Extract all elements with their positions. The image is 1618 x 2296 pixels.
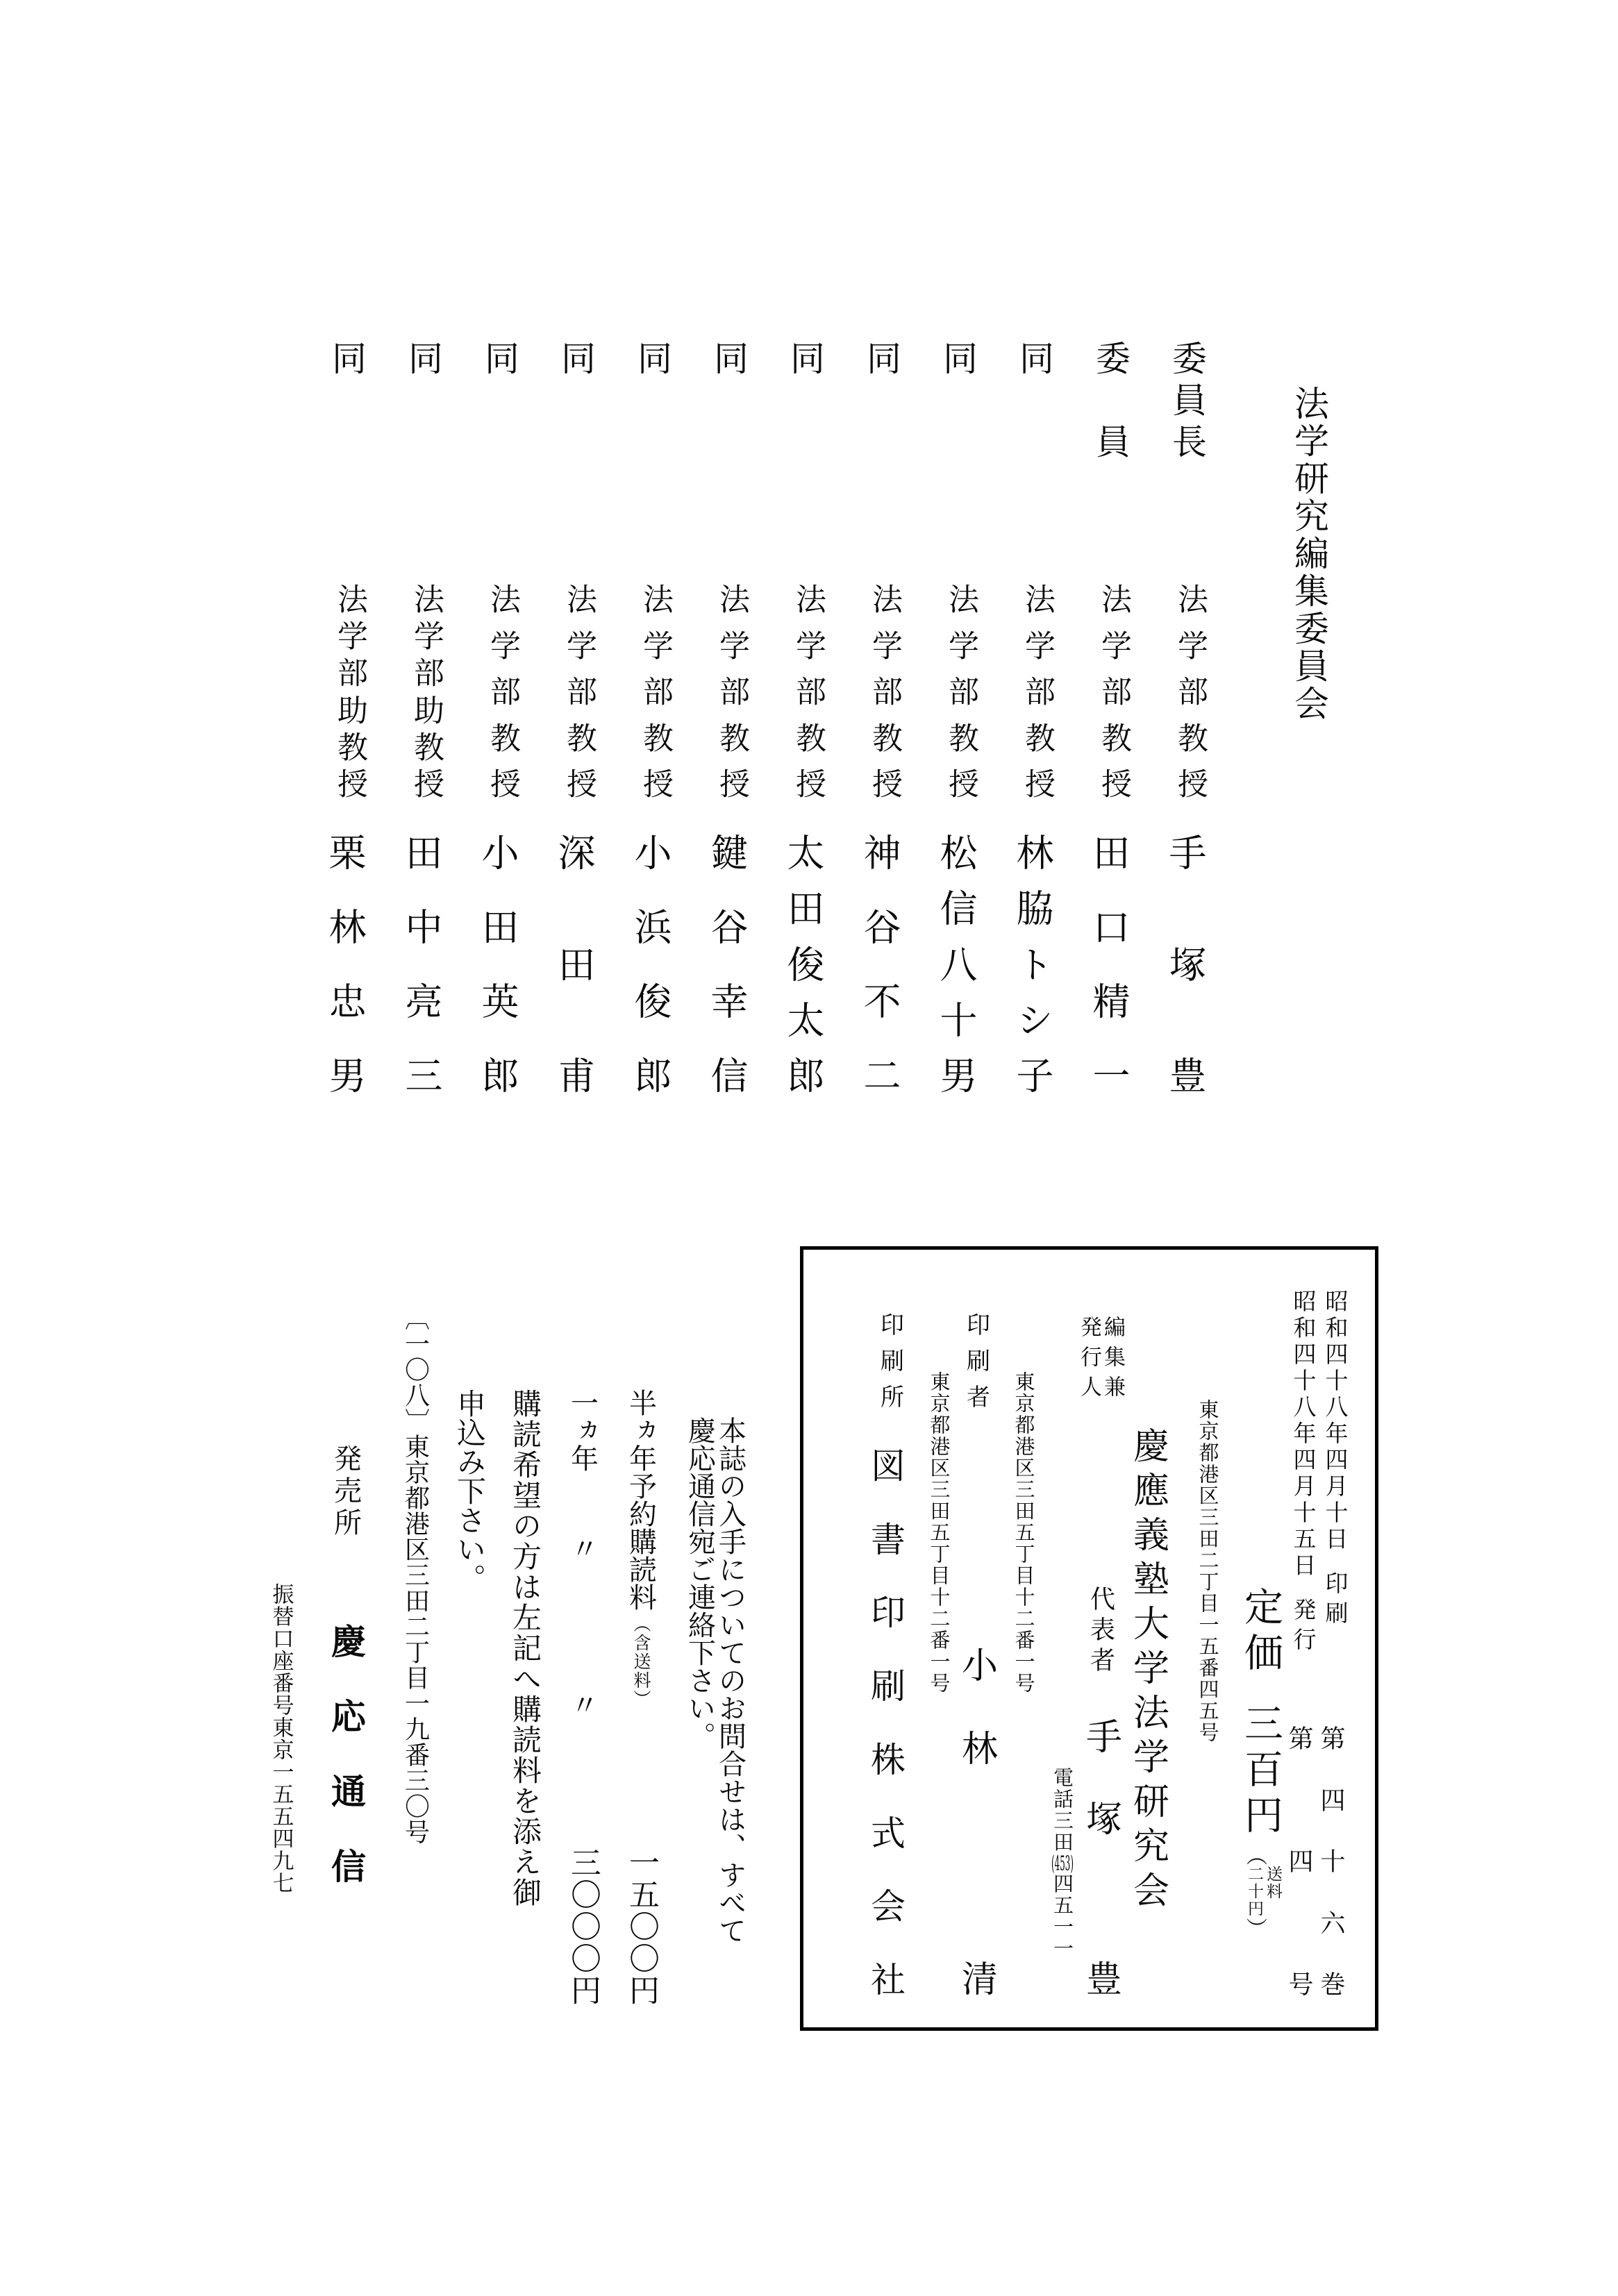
- phone-column: [1052, 1281, 1074, 1996]
- printed-date-column: [1317, 1281, 1349, 1996]
- member-title: 法 学 部 教 授: [790, 583, 826, 798]
- price-column: [1239, 1281, 1282, 1996]
- member-role: 同: [937, 340, 978, 375]
- label-publisher: 発行人: [1076, 1316, 1101, 1405]
- committee-member-row: [1087, 326, 1135, 1093]
- seller-postal-code: 〔一〇八〕: [401, 1305, 430, 1434]
- member-name: 太 田 俊 太 郎: [781, 833, 825, 1093]
- printer-family-name: 小林: [955, 1646, 997, 1813]
- half-year-price: 一五〇〇円: [624, 1847, 659, 2006]
- printer-person-label: 印刷者: [962, 1312, 990, 1421]
- member-title: 法 学 部 教 授: [485, 583, 520, 798]
- representative-family-name: 手塚: [1079, 1718, 1121, 1882]
- member-name: 神 谷 不 二: [858, 833, 901, 1093]
- member-name: 小 田 英 郎: [476, 833, 519, 1093]
- representative-given-name: 豊: [1079, 1960, 1121, 1996]
- member-name: 松 信 八 十 男: [934, 833, 978, 1093]
- inquiry-line-1: [715, 1305, 746, 2006]
- committee-member-row: [1163, 326, 1212, 1093]
- paren-close: ）: [1242, 1918, 1267, 1938]
- publisher-organization-column: [1128, 1281, 1168, 1996]
- committee-member-row: [552, 326, 601, 1093]
- printed-label: 印刷: [1321, 1571, 1349, 1631]
- member-name: 深 田 甫: [552, 833, 596, 1093]
- phone-number: [1049, 1767, 1077, 1959]
- member-title: 法 学 部 助 教 授: [408, 583, 444, 798]
- member-role: 同: [861, 340, 901, 375]
- published-label: 発行: [1290, 1598, 1317, 1657]
- member-role: 同: [708, 340, 749, 375]
- member-role: 同: [326, 340, 367, 375]
- apply-line-2: [454, 1305, 485, 2006]
- member-role: 同: [556, 340, 596, 375]
- inquiry-text-1: 本誌の入手についてのお問合せは、すべて: [714, 1416, 747, 1944]
- printer-company-label: 印刷所: [876, 1312, 904, 1421]
- member-name: 田 中 亮 三: [399, 833, 443, 1093]
- committee-member-row: [628, 326, 677, 1093]
- printer-company-address-column: [928, 1281, 951, 1996]
- member-title: 法 学 部 教 授: [1172, 583, 1208, 798]
- postage-included-note: （含送料）: [631, 1615, 651, 1709]
- phone-prefix: 電話三田: [1051, 1767, 1074, 1853]
- committee-title: 法学研究編集委員会: [1289, 385, 1329, 723]
- editor-publisher-column: [1076, 1281, 1125, 1996]
- apply-line-1: [510, 1305, 540, 2006]
- postage-note: [1239, 1845, 1282, 1938]
- seller-column: [326, 1305, 365, 2006]
- printer-person-address-column: [1013, 1281, 1035, 1996]
- ditto-mark: 〃: [566, 1534, 599, 1562]
- printer-company-name: 図 書 印 刷 株 式 会 社: [865, 1448, 906, 1996]
- member-name: 手 塚 豊: [1163, 833, 1207, 1093]
- one-year-rate-column: [567, 1305, 599, 2006]
- member-role: 同: [632, 340, 672, 375]
- transfer-account: 振替口座番号東京一五五四九七: [268, 1583, 294, 1894]
- publisher-address-column: [1197, 1281, 1219, 1996]
- seller-name: 慶応通信: [326, 1623, 367, 1923]
- committee-member-row: [476, 326, 524, 1093]
- label-editor: 編集兼: [1100, 1316, 1125, 1405]
- one-year-price: 三〇〇〇円: [565, 1847, 601, 2006]
- postage-amount: 二十円: [1245, 1866, 1263, 1918]
- committee-title-column: [1288, 326, 1330, 1093]
- editorial-committee-section: [292, 326, 1330, 1093]
- price-label: 定価: [1238, 1586, 1283, 1678]
- member-name: 田 口 精 一: [1087, 833, 1131, 1093]
- member-title: 法 学 部 教 授: [714, 583, 749, 798]
- inquiry-text-2: 慶応通信宛ご連絡下さい。: [683, 1416, 716, 1750]
- printer-person-address: 東京都港区三田五丁目十二番一号: [1012, 1371, 1036, 1694]
- apply-text-1: 購読希望の方は左記へ購読料を添え御: [508, 1389, 542, 1908]
- committee-member-row: [781, 326, 830, 1093]
- postage-note-columns: [1244, 1866, 1282, 1918]
- seller-label: 発売所: [329, 1444, 362, 1540]
- printer-person-column: [955, 1281, 997, 1996]
- printer-company-address: 東京都港区三田五丁目十二番一号: [927, 1371, 951, 1694]
- published-date-column: [1285, 1281, 1317, 1996]
- member-role: 同: [479, 340, 519, 375]
- member-role: 同: [403, 340, 443, 375]
- ditto-mark: 〃: [566, 1691, 599, 1718]
- member-title: 法 学 部 教 授: [1096, 583, 1131, 798]
- member-name: 鍵 谷 幸 信: [705, 833, 749, 1093]
- member-title: 法 学 部 教 授: [943, 583, 978, 798]
- distribution-section: [194, 1305, 750, 2006]
- publisher-address: 東京都港区三田二丁目一五番四五号: [1196, 1399, 1220, 1743]
- paren-open: （: [1242, 1845, 1267, 1866]
- member-role: 同: [785, 340, 825, 375]
- publisher-organization: 慶應義塾大学法学研究会: [1126, 1427, 1169, 1916]
- editor-publisher-label: [1077, 1316, 1124, 1405]
- one-year-rate-label: 一ヵ年: [566, 1389, 599, 1472]
- apply-text-2: 申込み下さい。: [453, 1389, 487, 1593]
- published-date: 昭和四十八年四月十五日: [1290, 1289, 1317, 1579]
- committee-member-row: [934, 326, 983, 1093]
- member-name: 小 浜 俊 郎: [628, 833, 672, 1093]
- seller-address-column: [401, 1305, 429, 2006]
- member-title: 法 学 部 教 授: [1019, 583, 1055, 798]
- committee-member-row: [1010, 326, 1059, 1093]
- committee-member-row: [705, 326, 753, 1093]
- member-role: 同: [1014, 340, 1054, 375]
- postage-word: 送料: [1264, 1866, 1282, 1900]
- member-title: 法 学 部 助 教 授: [332, 583, 367, 798]
- issue-number: 第 四 号: [1285, 1725, 1313, 1996]
- printed-date: 昭和四十八年四月十日: [1321, 1289, 1349, 1553]
- representative-label: 代表者: [1086, 1586, 1115, 1677]
- member-role: 委 員: [1090, 340, 1131, 458]
- committee-member-row: [323, 326, 372, 1093]
- price-amount: 三百円: [1238, 1703, 1283, 1841]
- transfer-account-column: [269, 1305, 293, 2006]
- printer-company-column: [865, 1281, 910, 1996]
- member-title: 法 学 部 教 授: [867, 583, 902, 798]
- volume-number: 第 四 十 六 巻: [1317, 1725, 1345, 1996]
- half-year-rate-column: [625, 1305, 657, 2006]
- printer-given-name: 清: [955, 1960, 997, 1996]
- member-title: 法 学 部 教 授: [561, 583, 597, 798]
- phone-digits: 四五一一: [1051, 1873, 1074, 1959]
- phone-exchange: (453): [1051, 1853, 1074, 1873]
- member-title: 法 学 部 教 授: [637, 583, 673, 798]
- seller-address: 東京都港区三田二丁目一九番三〇号: [401, 1434, 430, 1845]
- member-name: 栗 林 忠 男: [323, 833, 367, 1093]
- committee-member-row: [858, 326, 906, 1093]
- member-name: 林 脇 ト シ 子: [1010, 833, 1054, 1093]
- committee-member-row: [399, 326, 448, 1093]
- colophon-box: [800, 1246, 1378, 2031]
- member-role: 委 員 長: [1167, 340, 1207, 458]
- half-year-rate-label: 半ヵ年予約購読料: [624, 1389, 657, 1611]
